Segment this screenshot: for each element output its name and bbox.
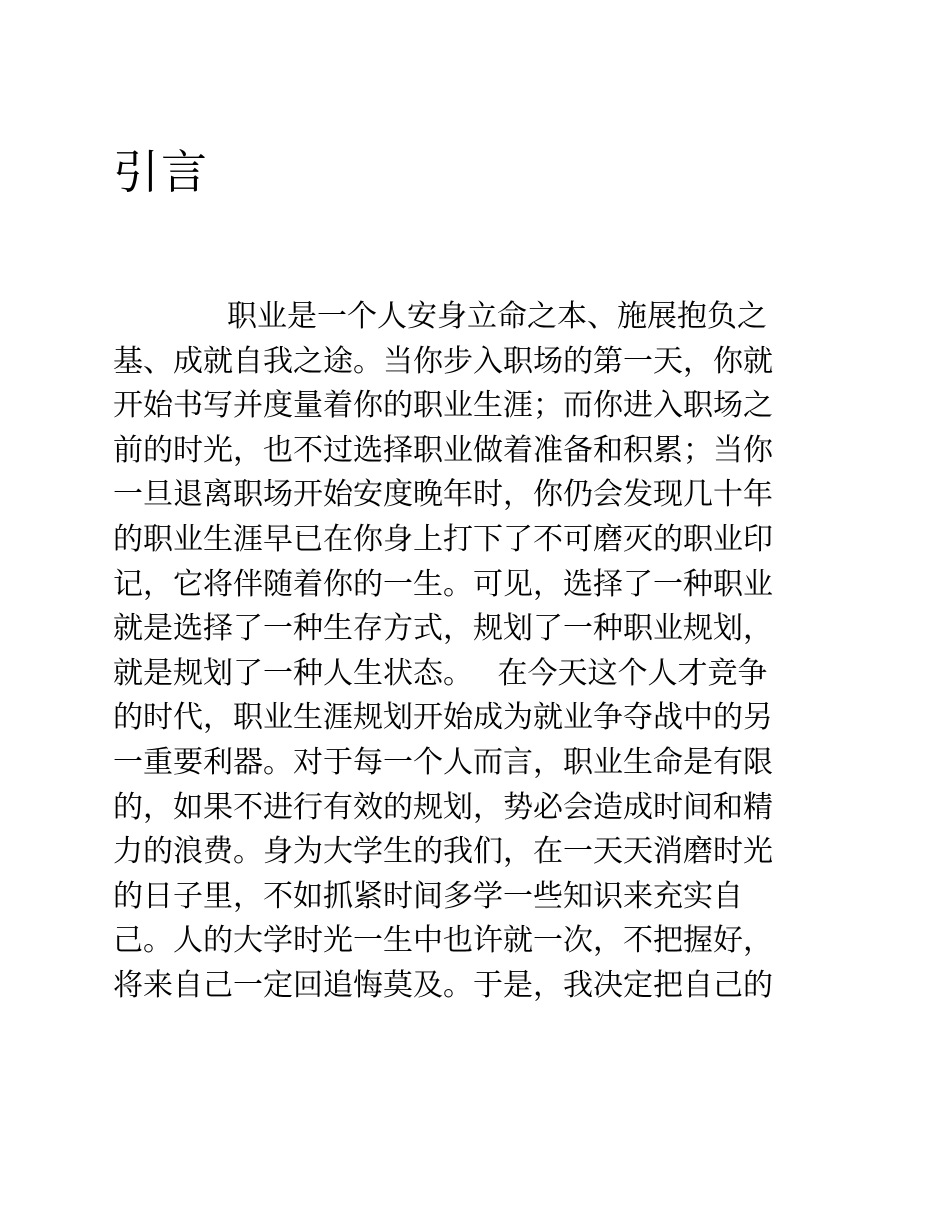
- paragraph-line: 的日子里，不如抓紧时间多学一些知识来充实自: [113, 878, 743, 914]
- paragraph-line: 记，它将伴随着你的一生。可见，选择了一种职业: [113, 566, 773, 602]
- paragraph-line: 就是选择了一种生存方式，规划了一种职业规划，: [113, 611, 773, 647]
- paragraph-line: 的时代，职业生涯规划开始成为就业争夺战中的另: [113, 700, 773, 736]
- paragraph-line: 的，如果不进行有效的规划，势必会造成时间和精: [113, 789, 773, 825]
- paragraph-line: 一重要利器。对于每一个人而言，职业生命是有限: [113, 744, 773, 780]
- body-paragraph: [113, 295, 833, 1009]
- paragraph-line: 一旦退离职场开始安度晚年时，你仍会发现几十年: [113, 477, 773, 513]
- paragraph-line: 力的浪费。身为大学生的我们，在一天天消磨时光: [113, 834, 773, 870]
- paragraph-line: 前的时光，也不过选择职业做着准备和积累；当你: [113, 432, 773, 468]
- paragraph-line: 己。人的大学时光一生中也许就一次，不把握好，: [113, 923, 773, 959]
- paragraph-line: 开始书写并度量着你的职业生涯；而你进入职场之: [113, 388, 773, 424]
- paragraph-line: 就是规划了一种人生状态。 在今天这个人才竞争: [113, 655, 768, 691]
- page-title: 引言: [113, 145, 209, 199]
- paragraph-line: 将来自己一定回追悔莫及。于是，我决定把自己的: [113, 967, 773, 1003]
- paragraph-line: 的职业生涯早已在你身上打下了不可磨灭的职业印: [113, 521, 773, 557]
- paragraph-line: 基、成就自我之途。当你步入职场的第一天，你就: [113, 343, 773, 379]
- paragraph-line: 职业是一个人安身立命之本、施展抱负之: [227, 299, 767, 334]
